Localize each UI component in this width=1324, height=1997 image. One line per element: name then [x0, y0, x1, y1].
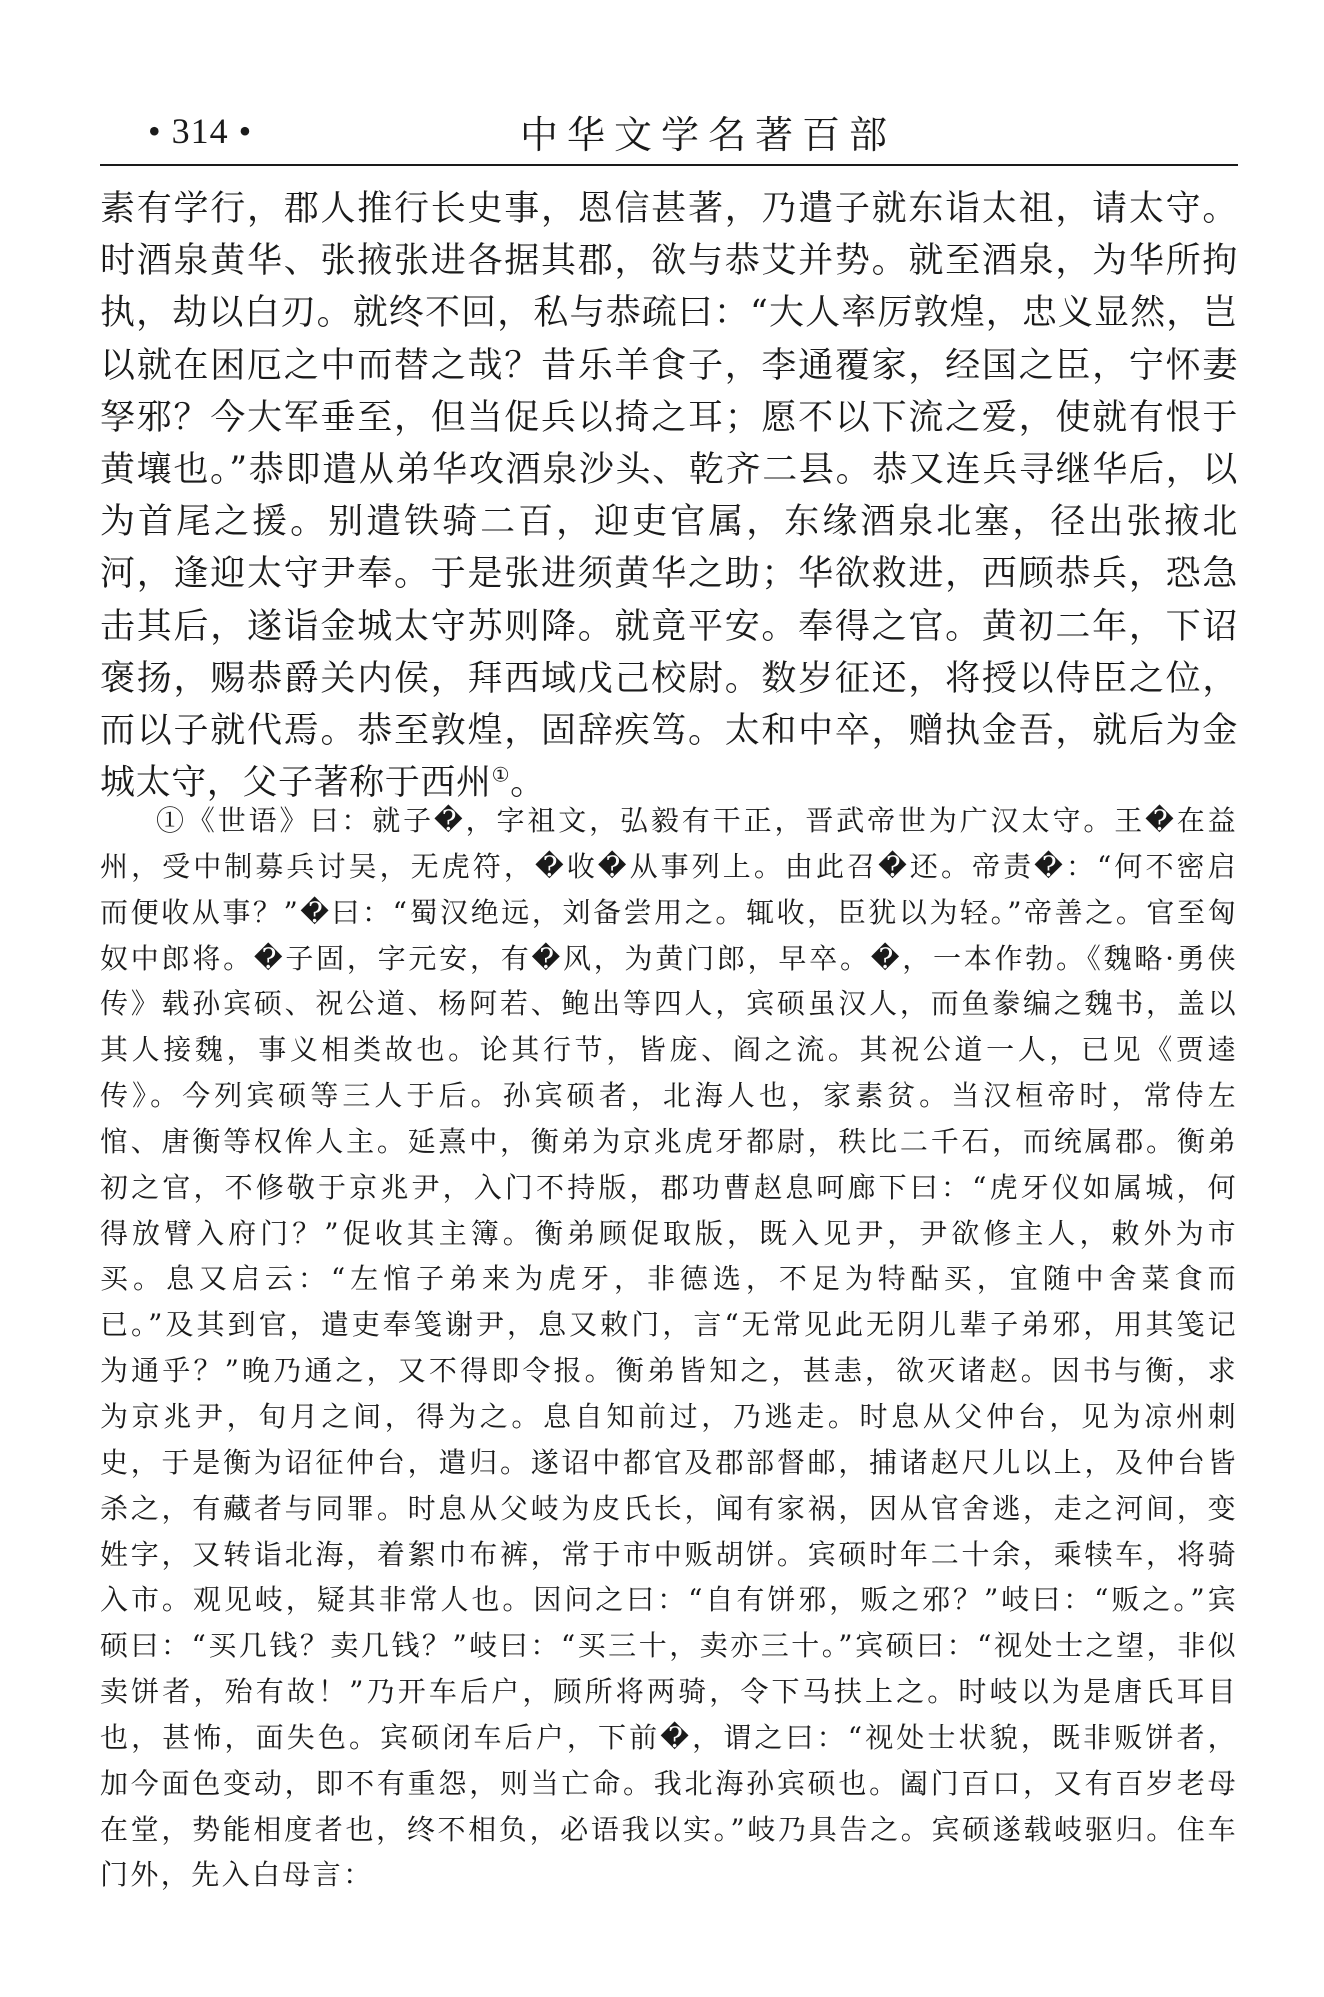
- closing-period: 。: [510, 763, 546, 804]
- main-paragraph-text: 素有学行，郡人推行长史事，恩信甚著，乃遣子就东诣太祖，请太守。时酒泉黄华、张掖张进各据其郡，欲与恭艾并势。就至酒泉，为华所拘执，劫以白刃。就终不回，私与恭疏曰：“大人率厉敦煌，忠义显然，岂以就在困厄之中而替之哉？昔乐羊食子，李通覆家，经国之臣，宁怀妻孥邪？今大军垂至，但当促兵以掎之耳；愿不以下流之爱，使就有恨于黄壤也。”恭即遣从弟华攻酒泉沙头、乾齐二县。恭又连兵寻继华后，以为首尾之援。别遣铁骑二百，迎吏官属，东缘酒泉北塞，径出张掖北河，逢迎太守尹奉。于是张进须黄华之助；华欲救进，西顾恭兵，恐急击其后，遂诣金城太守苏则降。就竟平安。奉得之官。黄初二年，下诏褒扬，赐恭爵关内侯，拜西域戊己校尉。数岁征还，将授以侍臣之位，而以子就代焉。恭至敦煌，固辞疾笃。太和中卒，赠执金吾，就后为金城太守，父子著称于西州: [100, 189, 1238, 804]
- main-paragraph: [100, 183, 1238, 809]
- page-header: [100, 104, 1238, 166]
- book-title: 中华文学名著百部: [520, 113, 897, 157]
- page-number: • 314 •: [148, 111, 253, 151]
- footnote-marker[interactable]: ①: [491, 762, 511, 787]
- footnote: ①《世语》曰：就子�，字祖文，弘毅有干正，晋武帝世为广汉太守。王�在益州，受中制募兵讨吴，无虎符，�收�从事列上。由此召�还。帝责�：“何不密启而便收从事？”�曰：“蜀汉绝远，刘备尝用之。辄收，臣犹以为轻。”帝善之。官至匈奴中郎将。�子固，字元安，有�风，为黄门郎，早卒。�，一本作勃。《魏略·勇侠传》载孙宾硕、祝公道、杨阿若、鲍出等四人，宾硕虽汉人，而鱼豢编之魏书，盖以其人接魏，事义相类故也。论其行节，皆庞、阎之流。其祝公道一人，已见《贾逵传》。今列宾硕等三人于后。孙宾硕者，北海人也，家素贫。当汉桓帝时，常侍左悺、唐衡等权侔人主。延熹中，衡弟为京兆虎牙都尉，秩比二千石，而统属郡。衡弟初之官，不修敬于京兆尹，入门不持版，郡功曹赵息呵廊下曰：“虎牙仪如属城，何得放臂入府门？”促收其主簿。衡弟顾促取版，既入见尹，尹欲修主人，敕外为市买。息又启云：“左悺子弟来为虎牙，非德选，不足为特酤买，宜随中舍菜食而已。”及其到官，遣吏奉笺谢尹，息又敕门，言“无常见此无阴儿辈子弟邪，用其笺记为通乎？”晚乃通之，又不得即令报。衡弟皆知之，甚恚，欲灭诸赵。因书与衡，求为京兆尹，旬月之间，得为之。息自知前过，乃逃走。时息从父仲台，见为凉州刺史，于是衡为诏征仲台，遣归。遂诏中都官及郡部督邮，捕诸赵尺儿以上，及仲台皆杀之，有藏者与同罪。时息从父岐为皮氏长，闻有家祸，因从官舍逃，走之河间，变姓字，又转诣北海，着絮巾布裤，常于市中贩胡饼。宾硕时年二十余，乘犊车，将骑入市。观见岐，疑其非常人也。因问之曰：“自有饼邪，贩之邪？”岐曰：“贩之。”宾硕曰：“买几钱？卖几钱？”岐曰：“买三十，卖亦三十。”宾硕曰：“视处士之望，非似卖饼者，殆有故！”乃开车后户，顾所将两骑，令下马扶上之。时岐以为是唐氏耳目也，甚怖，面失色。宾硕闭车后户，下前�，谓之曰：“视处士状貌，既非贩饼者，加今面色变动，即不有重怨，则当亡命。我北海孙宾硕也。阖门百口，又有百岁老母在堂，势能相度者也，终不相负，必语我以实。”岐乃具告之。宾硕遂载岐驱归。住车门外，先入白母言：: [100, 804, 1238, 1892]
